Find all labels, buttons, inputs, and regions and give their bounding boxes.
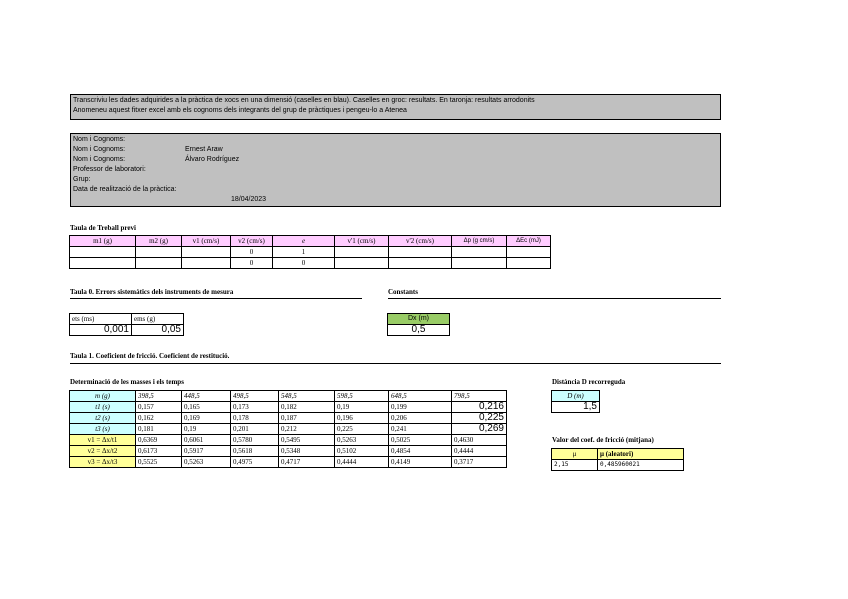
cell[interactable] [136,247,182,258]
cell[interactable] [136,258,182,269]
header-m2: m2 (g) [136,236,182,247]
table-row [70,435,507,446]
friccio-title: Valor del coef. de fricció (mitjana) [552,436,654,444]
cell[interactable]: 0,216 [452,402,507,413]
cell: 0,5025 [389,435,452,446]
cell[interactable]: 0,212 [279,424,335,435]
header-ets: ets (ms) [70,314,132,325]
cell[interactable]: 0 [273,258,335,269]
mass-cell[interactable]: 398,5 [136,391,182,402]
divider [70,298,362,299]
info-box [70,133,721,207]
header-v2p: v'2 (cm/s) [389,236,452,247]
value-dx[interactable]: 0,5 [388,325,450,336]
header-mu: μ [552,449,598,460]
table-row [70,402,507,413]
header-dec: ΔEc (mJ) [507,236,551,247]
cell[interactable]: 0,182 [279,402,335,413]
cell: 0,5263 [182,457,231,468]
cell[interactable]: 0,173 [231,402,279,413]
instructions-line-2: Anomeneu aquest fitxer excel amb els cognoms dels integrants del grup de pràctiques i pengeu-lo a Atenea [73,107,407,114]
table-row [70,457,507,468]
mass-cell[interactable]: 598,5 [335,391,389,402]
cell[interactable]: 0,162 [136,413,182,424]
cell[interactable]: 0,178 [231,413,279,424]
cell: 0,6173 [136,446,182,457]
header-m1: m1 (g) [70,236,136,247]
cell[interactable]: 0,199 [389,402,452,413]
cell: 0,5780 [231,435,279,446]
cell: 0,4630 [452,435,507,446]
cell[interactable] [507,258,551,269]
cell[interactable]: 0,165 [182,402,231,413]
cell[interactable]: 0,19 [182,424,231,435]
cell: 0,4854 [389,446,452,457]
cell[interactable] [182,258,231,269]
mass-cell[interactable]: 498,5 [231,391,279,402]
cell[interactable] [389,258,452,269]
cell[interactable]: 0 [231,258,273,269]
info-label: Nom i Cognoms: [73,156,126,163]
cell[interactable]: 0 [231,247,273,258]
info-value[interactable]: Álvaro Rodríguez [185,156,240,163]
value-ems[interactable]: 0,05 [132,325,184,336]
info-label: Nom i Cognoms: [73,146,126,153]
distancia-title: Distància D recorreguda [552,378,626,386]
cell[interactable]: 0,241 [389,424,452,435]
cell[interactable]: 0,19 [335,402,389,413]
cell: 0,4975 [231,457,279,468]
cell[interactable] [70,247,136,258]
info-values [185,145,239,165]
divider [388,298,721,299]
value-d[interactable]: 1,5 [552,402,600,413]
table-header-row [70,236,551,247]
cell[interactable] [452,258,507,269]
header-d: D (m) [552,391,600,402]
cell: 0,4717 [279,457,335,468]
header-dx: Dx (m) [388,314,450,325]
mass-cell[interactable]: 448,5 [182,391,231,402]
cell[interactable]: 0,181 [136,424,182,435]
cell[interactable] [507,247,551,258]
cell: 0,5102 [335,446,389,457]
mass-cell[interactable]: 798,5 [452,391,507,402]
cell: 0,5618 [231,446,279,457]
cell: 0,3717 [452,457,507,468]
cell: 0,5525 [136,457,182,468]
taula0-title: Taula 0. Errors sistemàtics dels instruments de mesura [70,288,234,296]
treball-previ-table [69,235,551,269]
cell[interactable] [70,258,136,269]
info-label: Professor de laboratori: [73,166,146,173]
cell[interactable]: 0,269 [452,424,507,435]
cell: 0,5495 [279,435,335,446]
table-header-row [70,391,507,402]
row-label: v2 = Δx/t2 [70,446,136,457]
cell[interactable]: 0,206 [389,413,452,424]
cell[interactable] [335,258,389,269]
cell[interactable]: 1 [273,247,335,258]
table-row [70,247,551,258]
cell: 0,6061 [182,435,231,446]
treball-previ-title: Taula de Treball previ [70,224,136,232]
cell[interactable] [389,247,452,258]
mass-cell[interactable]: 648,5 [389,391,452,402]
cell[interactable]: 0,201 [231,424,279,435]
table-row [70,424,507,435]
taula1-title: Taula 1. Coeficient de fricció. Coeficient de restitució. [70,352,230,360]
header-v1: v1 (cm/s) [182,236,231,247]
date-label: Data de realització de la pràctica: [73,186,177,193]
header-m: m (g) [70,391,136,402]
info-labels [73,135,177,195]
instructions-line-1: Transcriviu les dades adquirides a la pràctica de xocs en una dimensió (caselles en blau). Caselles en groc: resultats. En taronja: resultats arrodonits [73,97,535,104]
cell[interactable] [182,247,231,258]
header-mu-aleatori: μ (aleatori) [598,449,684,460]
value-mu-aleatori: 0,485960021 [598,460,684,471]
value-ets[interactable]: 0,001 [70,325,132,336]
date-value[interactable]: 18/04/2023 [231,196,267,203]
cell: 0,6369 [136,435,182,446]
table-row [70,258,551,269]
table-row [70,446,507,457]
info-label: Nom i Cognoms: [73,136,126,143]
header-v2: v2 (cm/s) [231,236,273,247]
cell[interactable] [335,247,389,258]
taula1-subtitle: Determinació de les masses i els temps [70,378,184,386]
cell[interactable]: 0,157 [136,402,182,413]
cell: 0,4444 [452,446,507,457]
row-label: t3 (s) [70,424,136,435]
constants-table [387,313,450,336]
value-mu: 2,15 [552,460,598,471]
cell[interactable]: 0,225 [452,413,507,424]
taula1-table [69,390,507,468]
header-v1p: v'1 (cm/s) [335,236,389,247]
info-label: Grup: [73,176,91,183]
distancia-table [551,390,600,413]
cell[interactable]: 0,187 [279,413,335,424]
info-value[interactable]: Ernest Araw [185,146,223,153]
cell: 0,5917 [182,446,231,457]
row-label: t2 (s) [70,413,136,424]
cell[interactable]: 0,225 [335,424,389,435]
taula0-table [69,313,184,336]
cell[interactable]: 0,196 [335,413,389,424]
cell[interactable] [452,247,507,258]
cell: 0,5263 [335,435,389,446]
row-label: v1 = Δx/t1 [70,435,136,446]
constants-title: Constants [388,288,418,296]
cell: 0,5348 [279,446,335,457]
cell: 0,4149 [389,457,452,468]
cell[interactable]: 0,169 [182,413,231,424]
row-label: v3 = Δx/t3 [70,457,136,468]
mass-cell[interactable]: 548,5 [279,391,335,402]
divider [70,363,721,364]
table-row [70,413,507,424]
cell: 0,4444 [335,457,389,468]
header-ems: ems (g) [132,314,184,325]
friccio-table [551,448,684,471]
instructions-box [70,94,721,120]
header-dp: Δp (g cm/s) [452,236,507,247]
header-e: e [273,236,335,247]
row-label: t1 (s) [70,402,136,413]
